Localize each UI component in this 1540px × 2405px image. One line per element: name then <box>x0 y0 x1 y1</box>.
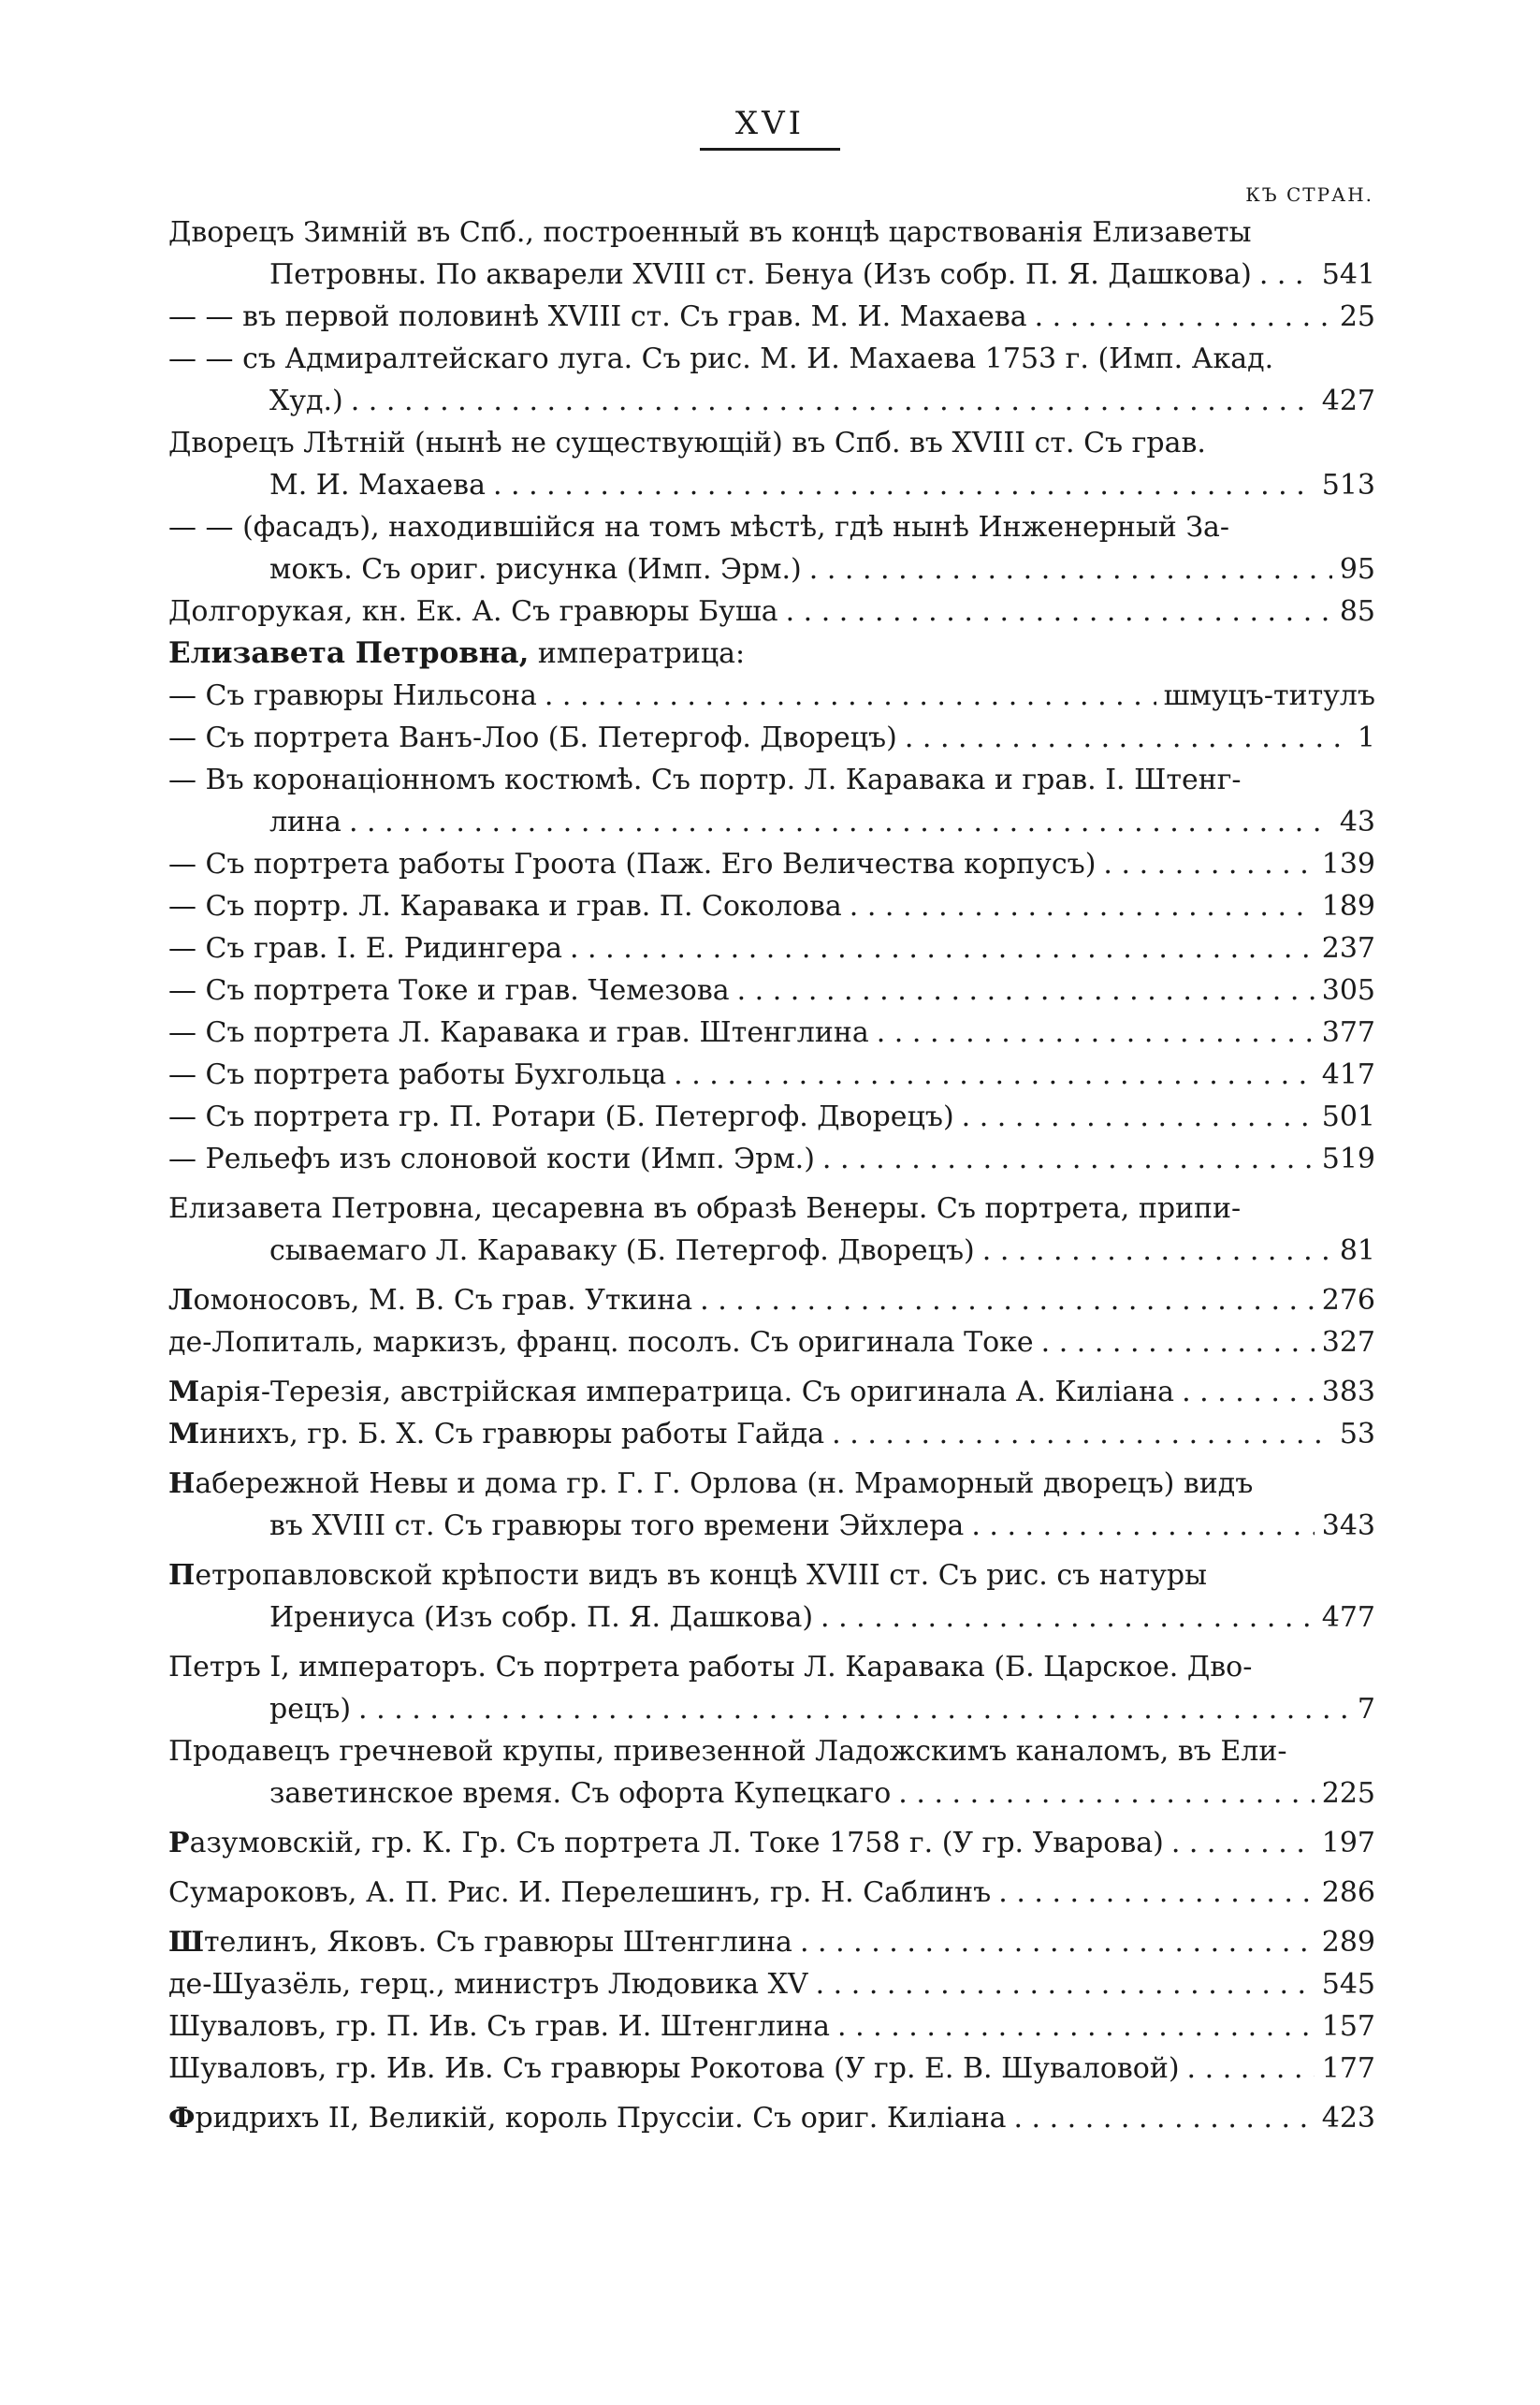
index-entry <box>168 211 1375 296</box>
dot-leader <box>832 1413 1332 1455</box>
heading-line <box>168 633 1375 675</box>
index-entry <box>168 2005 1375 2048</box>
dot-leader <box>850 885 1315 927</box>
entry-text-content: Продавецъ гречневой крупы, привезенной Ладожскимъ каналомъ, въ Ели- <box>168 1735 1287 1768</box>
dot-leader <box>809 548 1332 590</box>
index-entry <box>168 1463 1375 1547</box>
page-reference: 85 <box>1339 595 1375 628</box>
entry-text-content: Худ.) <box>269 385 343 417</box>
heading-bold-text: Елизавета Петровна, <box>168 636 530 670</box>
index-entry <box>168 506 1375 590</box>
dot-leader <box>877 1012 1315 1054</box>
dot-leader <box>1103 843 1314 885</box>
entry-text-content: Сумароковъ, А. П. Рис. И. Перелешинъ, гр. Н. Саблинъ <box>168 1876 992 1909</box>
entry-text <box>269 380 343 422</box>
entry-text-content: Дворецъ Лѣтній (нынѣ не существующій) въ Спб. въ XVIII ст. Съ грав. <box>168 427 1206 459</box>
entry-continuation-line <box>168 254 1375 296</box>
page-reference: 545 <box>1321 1968 1375 2001</box>
entry-text <box>168 211 1251 254</box>
entry-line <box>168 1921 1375 1963</box>
index-entry <box>168 885 1375 927</box>
entry-text <box>269 1230 975 1272</box>
dot-leader <box>737 969 1315 1012</box>
entry-text <box>168 717 897 759</box>
dot-leader <box>493 464 1315 506</box>
entry-bold-initial: Ш <box>168 1926 205 1959</box>
index-entry <box>168 1188 1375 1272</box>
index-entry <box>168 1279 1375 1321</box>
dot-leader <box>1187 2048 1315 2090</box>
entry-text <box>168 885 842 927</box>
entry-line <box>168 1822 1375 1864</box>
entry-line <box>168 927 1375 969</box>
index-entry <box>168 1963 1375 2005</box>
header-rule <box>700 148 840 151</box>
entry-line <box>168 2097 1375 2139</box>
entry-text <box>269 254 1252 296</box>
entry-text <box>168 296 1027 338</box>
index-entry <box>168 717 1375 759</box>
entry-line <box>168 675 1375 717</box>
entry-text-content: азумовскій, гр. К. Гр. Съ портрета Л. Токе 1758 г. (У гр. Уварова) <box>189 1827 1164 1859</box>
page-reference: 81 <box>1339 1234 1375 1267</box>
entry-text <box>269 464 486 506</box>
dot-leader <box>898 1772 1314 1815</box>
index-entry <box>168 1321 1375 1363</box>
index-entry <box>168 759 1375 843</box>
dot-leader <box>800 1921 1315 1963</box>
entry-text <box>168 759 1242 801</box>
entry-line <box>168 717 1375 759</box>
dot-leader <box>905 717 1350 759</box>
entry-text <box>168 1279 692 1321</box>
entry-line <box>168 211 1375 254</box>
entry-text-content: — Съ гравюры Нильсона <box>168 679 537 712</box>
index-entry <box>168 2097 1375 2139</box>
entry-continuation-line <box>168 801 1375 843</box>
entry-spacer <box>168 1864 1375 1872</box>
entry-text <box>168 1096 954 1138</box>
entry-bold-initial: Р <box>168 1827 190 1859</box>
index-entry <box>168 1554 1375 1639</box>
entry-text-content: Елизавета Петровна, цесаревна въ образѣ Венеры. Съ портрета, припи- <box>168 1192 1242 1225</box>
entry-line <box>168 1371 1375 1413</box>
entry-text-content: заветинское время. Съ офорта Купецкаго <box>269 1777 892 1810</box>
entry-line <box>168 1413 1375 1455</box>
entry-line <box>168 1096 1375 1138</box>
dot-leader <box>1259 254 1315 296</box>
entry-text <box>168 2048 1180 2090</box>
entry-text <box>168 969 730 1012</box>
entry-spacer <box>168 1455 1375 1463</box>
entry-line <box>168 506 1375 548</box>
entry-line <box>168 1463 1375 1505</box>
entry-text-content: — Съ портр. Л. Каравака и грав. П. Соколова <box>168 890 842 923</box>
index-entry <box>168 1371 1375 1413</box>
index-entry <box>168 1872 1375 1914</box>
page-reference: 1 <box>1357 722 1375 754</box>
dot-leader <box>1035 296 1332 338</box>
page-reference: 189 <box>1321 890 1375 923</box>
entry-line <box>168 422 1375 464</box>
index-entry <box>168 969 1375 1012</box>
entry-text <box>168 1730 1286 1772</box>
entry-text <box>168 1963 808 2005</box>
page-reference: 343 <box>1321 1509 1375 1542</box>
entry-text <box>269 1772 891 1815</box>
index-entry <box>168 1822 1375 1864</box>
entry-line <box>168 1279 1375 1321</box>
entry-text-content: лина <box>269 806 341 838</box>
dot-leader <box>1171 1822 1315 1864</box>
entry-line <box>168 1646 1375 1688</box>
entry-line <box>168 1872 1375 1914</box>
entry-text-content: етропавловской крѣпости видъ въ концѣ XVIII ст. Съ рис. съ натуры <box>195 1559 1207 1592</box>
entry-spacer <box>168 2090 1375 2097</box>
index-entry <box>168 296 1375 338</box>
page-reference: 53 <box>1339 1418 1375 1450</box>
entry-text <box>269 801 341 843</box>
index-entry <box>168 1413 1375 1455</box>
index-entry <box>168 590 1375 633</box>
entry-text-content: сываемаго Л. Каравaку (Б. Петергоф. Дворецъ) <box>269 1234 975 1267</box>
index-entry <box>168 422 1375 506</box>
entry-text <box>168 927 562 969</box>
page-reference: 327 <box>1321 1326 1375 1359</box>
entry-bold-initial: М <box>168 1418 200 1450</box>
page-reference: 417 <box>1321 1058 1375 1091</box>
entry-continuation-line <box>168 1505 1375 1547</box>
entry-text-content: Шуваловъ, гр. П. Ив. Съ грав. И. Штенглина <box>168 2010 830 2043</box>
entry-line <box>168 759 1375 801</box>
page-reference: 383 <box>1321 1376 1375 1408</box>
page-reference: 305 <box>1321 974 1375 1007</box>
index-entry <box>168 1012 1375 1054</box>
page-reference: 7 <box>1357 1693 1375 1726</box>
entry-continuation-line <box>168 548 1375 590</box>
entry-spacer <box>168 1914 1375 1921</box>
entry-spacer <box>168 1547 1375 1554</box>
entry-bold-initial: Л <box>168 1284 194 1317</box>
page-reference: 289 <box>1321 1926 1375 1959</box>
entry-text-content: — Рельефъ изъ слоновой кости (Имп. Эрм.) <box>168 1143 815 1175</box>
index-entry <box>168 843 1375 885</box>
page-reference: 225 <box>1321 1777 1375 1810</box>
entry-text-content: Дворецъ Зимній въ Спб., построенный въ концѣ царствованія Елизаветы <box>168 216 1252 249</box>
page-reference: 519 <box>1321 1143 1375 1175</box>
entry-text <box>269 548 802 590</box>
entry-bold-initial: Н <box>168 1467 196 1500</box>
entry-line <box>168 1138 1375 1180</box>
entry-line <box>168 1554 1375 1596</box>
entry-continuation-line <box>168 464 1375 506</box>
entry-text-content: рецъ) <box>269 1693 352 1726</box>
entry-text-content: — Съ грав. І. Е. Ридингера <box>168 932 562 965</box>
page-reference: 513 <box>1321 469 1375 502</box>
page-reference: 276 <box>1321 1284 1375 1317</box>
entry-text-content: — — съ Адмиралтейскаго луга. Съ рис. М. И. Махаева 1753 г. (Имп. Акад. <box>168 343 1274 375</box>
page-reference: 139 <box>1321 848 1375 881</box>
entry-text-content: Долгорукая, кн. Ек. А. Съ гравюры Буша <box>168 595 778 628</box>
entry-text <box>269 1596 813 1639</box>
entry-text-content: ридрихъ II, Великій, король Пруссіи. Съ ориг. Киліана <box>195 2102 1007 2135</box>
page-reference: 541 <box>1321 258 1375 291</box>
entry-text-content: — — (фасадъ), находившійся на томъ мѣстѣ, гдѣ нынѣ Инженерный За- <box>168 511 1230 544</box>
dot-leader <box>570 927 1315 969</box>
dot-leader <box>982 1230 1332 1272</box>
entry-spacer <box>168 1272 1375 1279</box>
dot-leader <box>700 1279 1315 1321</box>
entry-text <box>269 1688 351 1730</box>
entry-text-content: де-Лопиталь, маркизъ, франц. посолъ. Съ оригинала Токе <box>168 1326 1034 1359</box>
entry-text-content: Петръ I, императоръ. Съ портрета работы Л. Каравака (Б. Царское. Дво- <box>168 1651 1253 1684</box>
entry-continuation-line <box>168 1230 1375 1272</box>
entry-line <box>168 969 1375 1012</box>
page-reference: 427 <box>1321 385 1375 417</box>
dot-leader <box>998 1872 1314 1914</box>
page-reference: 157 <box>1321 2010 1375 2043</box>
entry-spacer <box>168 1639 1375 1646</box>
entry-text <box>269 1505 964 1547</box>
table-of-illustrations <box>168 211 1375 2139</box>
entry-line <box>168 1321 1375 1363</box>
index-entry <box>168 1921 1375 1963</box>
entry-spacer <box>168 1363 1375 1371</box>
entry-bold-initial: П <box>168 1559 196 1592</box>
dot-leader <box>971 1505 1314 1547</box>
entry-text-content: — Въ коронаціонномъ костюмѣ. Съ портр. Л. Каравака и грав. І. Штенг- <box>168 764 1242 796</box>
entry-text <box>168 2097 1006 2139</box>
index-entry <box>168 1054 1375 1096</box>
column-header: КЪ СТРАН. <box>1245 183 1373 206</box>
dot-leader <box>1041 1321 1315 1363</box>
page-reference: 237 <box>1321 932 1375 965</box>
entry-text <box>168 1321 1034 1363</box>
entry-text <box>168 1646 1252 1688</box>
heading-text: императрица: <box>529 637 746 670</box>
page-reference: 501 <box>1321 1100 1375 1133</box>
index-entry <box>168 1730 1375 1815</box>
entry-spacer <box>168 1815 1375 1822</box>
index-entry <box>168 338 1375 422</box>
entry-line <box>168 843 1375 885</box>
entry-text-content: омоносовъ, М. В. Съ грав. Уткина <box>193 1284 693 1317</box>
entry-text-content: — Съ портрета Ванъ-Лоо (Б. Петергоф. Дворецъ) <box>168 722 897 754</box>
page-reference: 177 <box>1321 2052 1375 2085</box>
entry-text-content: Петровны. По акварели XVIII ст. Бенуа (Изъ собр. П. Я. Дашкова) <box>269 258 1252 291</box>
entry-text-content: де-Шуазёль, герц., министръ Людовика XV <box>168 1968 808 2001</box>
page-reference: 43 <box>1339 806 1375 838</box>
entry-text <box>168 1872 991 1914</box>
entry-text <box>168 1822 1164 1864</box>
dot-leader <box>1182 1371 1315 1413</box>
index-entry <box>168 927 1375 969</box>
entry-line <box>168 590 1375 633</box>
page-reference: 25 <box>1339 300 1375 333</box>
entry-text <box>168 843 1096 885</box>
entry-bold-initial: М <box>168 1376 200 1408</box>
entry-text-content: Шуваловъ, гр. Ив. Ив. Съ гравюры Рокотова (У гр. Е. В. Шуваловой) <box>168 2052 1180 2085</box>
entry-text-content: — — въ первой половинѣ XVIII ст. Съ грав. М. И. Махаева <box>168 300 1027 333</box>
entry-text <box>168 1554 1207 1596</box>
entry-continuation-line <box>168 380 1375 422</box>
entry-text <box>168 1012 869 1054</box>
entry-text-content: мокъ. Съ ориг. рисунка (Имп. Эрм.) <box>269 553 802 586</box>
entry-text <box>168 506 1229 548</box>
dot-leader <box>786 590 1332 633</box>
index-entry <box>168 1138 1375 1180</box>
entry-line <box>168 2005 1375 2048</box>
dot-leader <box>816 1963 1315 2005</box>
entry-bold-initial: Ф <box>168 2102 196 2135</box>
entry-text-content: — Съ портрета работы Гроота (Паж. Его Величества корпусъ) <box>168 848 1097 881</box>
entry-line <box>168 1188 1375 1230</box>
entry-text-content: въ XVIII ст. Съ гравюры того времени Эйхлера <box>269 1509 965 1542</box>
entry-text <box>168 1921 792 1963</box>
entry-text <box>168 1463 1253 1505</box>
entry-line <box>168 885 1375 927</box>
dot-leader <box>837 2005 1315 2048</box>
dot-leader <box>358 1688 1350 1730</box>
index-entry <box>168 675 1375 717</box>
page-reference: шмуцъ-титулъ <box>1163 679 1375 712</box>
entry-text-content: — Съ портрета работы Бухгольца <box>168 1058 667 1091</box>
entry-text <box>168 1054 666 1096</box>
entry-text <box>168 1188 1241 1230</box>
dot-leader <box>349 801 1332 843</box>
entry-text <box>168 675 537 717</box>
entry-continuation-line <box>168 1596 1375 1639</box>
page-reference: 95 <box>1339 553 1375 586</box>
page-reference: 477 <box>1321 1601 1375 1634</box>
entry-continuation-line <box>168 1772 1375 1815</box>
dot-leader <box>1013 2097 1314 2139</box>
page-reference: 377 <box>1321 1016 1375 1049</box>
entry-text-content: Ирениуса (Изъ собр. П. Я. Дашкова) <box>269 1601 814 1634</box>
entry-spacer <box>168 1180 1375 1188</box>
entry-line <box>168 296 1375 338</box>
entry-text <box>168 1371 1174 1413</box>
entry-text <box>168 1138 815 1180</box>
entry-continuation-line <box>168 1688 1375 1730</box>
entry-text-content: арія-Терезія, австрійская императрица. Съ оригинала А. Киліана <box>199 1376 1175 1408</box>
entry-text-content: телинъ, Яковъ. Съ гравюры Штенглина <box>204 1926 792 1959</box>
entry-text <box>168 338 1273 380</box>
entry-text-content: абережной Невы и дома гр. Г. Г. Орлова (н. Мраморный дворецъ) видъ <box>195 1467 1254 1500</box>
index-entry <box>168 1096 1375 1138</box>
entry-text-content: инихъ, гр. Б. Х. Съ гравюры работы Гайда <box>199 1418 825 1450</box>
entry-text <box>168 422 1206 464</box>
entry-text-content: М. И. Махаева <box>269 469 486 502</box>
section-heading <box>168 633 1375 675</box>
dot-leader <box>821 1596 1315 1639</box>
page-reference: 286 <box>1321 1876 1375 1909</box>
entry-text <box>168 590 778 633</box>
entry-text <box>168 1413 824 1455</box>
entry-text-content: — Съ портрета гр. П. Ротари (Б. Петергоф. Дворецъ) <box>168 1100 954 1133</box>
entry-line <box>168 2048 1375 2090</box>
page-number: XVI <box>734 105 806 142</box>
entry-line <box>168 1963 1375 2005</box>
entry-text <box>168 2005 830 2048</box>
page-reference: 197 <box>1321 1827 1375 1859</box>
index-entry <box>168 2048 1375 2090</box>
dot-leader <box>674 1054 1315 1096</box>
entry-text-content: — Съ портрета Л. Каравака и грав. Штенглина <box>168 1016 869 1049</box>
dot-leader <box>545 675 1156 717</box>
index-entry <box>168 1646 1375 1730</box>
entry-line <box>168 338 1375 380</box>
entry-text-content: — Съ портрета Токе и грав. Чемезова <box>168 974 730 1007</box>
page-reference: 423 <box>1321 2102 1375 2135</box>
entry-line <box>168 1054 1375 1096</box>
dot-leader <box>351 380 1315 422</box>
dot-leader <box>822 1138 1315 1180</box>
dot-leader <box>962 1096 1315 1138</box>
entry-line <box>168 1730 1375 1772</box>
entry-line <box>168 1012 1375 1054</box>
